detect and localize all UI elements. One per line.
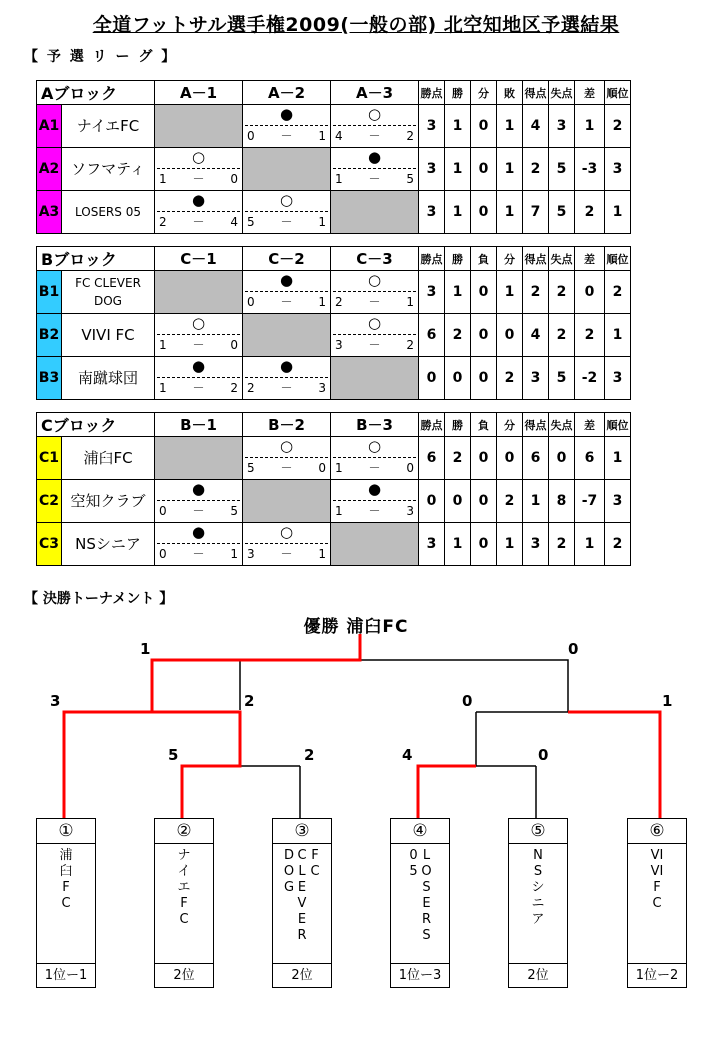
stat-header: 勝点 [419,247,445,271]
stat-value: 0 [471,523,497,566]
stat-value: 2 [549,523,575,566]
stat-header: 分 [497,413,523,437]
score-sep: － [368,295,381,309]
score-right: 1 [406,295,414,309]
stat-value: -3 [575,148,605,191]
block-name: Bブロック [37,247,155,271]
team-name: 南蹴球団 [62,357,155,400]
stat-header: 差 [575,413,605,437]
stat-value: 0 [471,314,497,357]
stat-value: -7 [575,480,605,523]
score-left: 0 [247,295,255,309]
score-sep: － [192,172,205,186]
tournament-entry [272,818,332,988]
stat-value: 3 [419,105,445,148]
page-title: 全道フットサル選手権2009(一般の部) 北空知地区予選結果 [92,14,620,36]
block-name: Aブロック [37,81,155,105]
block-name: Cブロック [37,413,155,437]
score-left: 1 [159,172,167,186]
result-mark-icon: ● [191,191,206,209]
stat-value: 1 [575,105,605,148]
stat-value: 0 [471,480,497,523]
stat-value: 0 [471,271,497,314]
stat-value: -2 [575,357,605,400]
stat-header: 順位 [605,413,631,437]
stat-value: 1 [605,191,631,234]
stat-value: 0 [445,480,471,523]
stat-value: 4 [523,314,549,357]
score-left: 1 [159,381,167,395]
score-sep: － [368,338,381,352]
entry-name: VIVI FC [650,848,664,911]
stat-header: 負 [471,247,497,271]
stat-value: 1 [605,314,631,357]
stat-value: 0 [445,357,471,400]
stat-header: 勝 [445,413,471,437]
tournament-entry [627,818,687,988]
result-mark-icon: ○ [367,105,382,123]
score-left: 1 [335,172,343,186]
bracket-line-winner-path [64,634,360,818]
stat-value: 5 [549,191,575,234]
stat-header: 分 [471,81,497,105]
entry-seed: ⑥ [628,819,686,844]
stat-value: 1 [523,480,549,523]
stat-value: 6 [419,437,445,480]
bracket-line-q-right-win [418,766,476,818]
score-sep: － [368,504,381,518]
stat-header: 勝点 [419,81,445,105]
stat-header: 差 [575,247,605,271]
score-sep: － [280,547,293,561]
score-left: 4 [335,129,343,143]
opponent-header: A－1 [155,81,243,105]
stat-value: 5 [549,357,575,400]
entry-name: 浦臼FC [59,848,73,911]
score-q-left-b: 2 [304,746,315,764]
stat-value: 6 [575,437,605,480]
score-sep: － [280,215,293,229]
score-q-right-a: 4 [402,746,413,764]
team-code: A3 [37,191,62,234]
score-left: 1 [335,461,343,475]
team-name: ナイエFC [62,105,155,148]
entry-name: ナイエFC [177,848,191,927]
opponent-header: C－2 [243,247,331,271]
score-semi-right-b: 1 [662,692,673,710]
score-right: 1 [318,215,326,229]
score-right: 3 [406,504,414,518]
stat-value: 2 [549,271,575,314]
stat-value: 0 [471,191,497,234]
stat-value: 3 [605,148,631,191]
stat-value: 5 [549,148,575,191]
score-sep: － [192,504,205,518]
stat-value: 2 [445,437,471,480]
stat-header: 失点 [549,413,575,437]
stat-header: 順位 [605,81,631,105]
score-left: 1 [335,504,343,518]
team-code: B1 [37,271,62,314]
score-q-right-b: 0 [538,746,549,764]
stat-value: 1 [575,523,605,566]
score-q-left-a: 5 [168,746,179,764]
entry-seed: ⑤ [509,819,567,844]
score-sep: － [280,295,293,309]
tournament-heading: 【 決勝トーナメント 】 [24,591,174,607]
entry-rank: 1位ー2 [628,963,686,988]
opponent-header: A－2 [243,81,331,105]
stat-value: 2 [497,357,523,400]
result-mark-icon: ○ [367,271,382,289]
bracket-line-semi-right-win [568,712,660,818]
stat-value: 3 [523,357,549,400]
score-left: 0 [247,129,255,143]
result-mark-icon: ○ [279,437,294,455]
score-left: 5 [247,461,255,475]
stat-value: 2 [575,314,605,357]
stat-header: 勝 [445,81,471,105]
score-right: 0 [406,461,414,475]
stat-value: 2 [445,314,471,357]
entry-name: LOSERS [421,848,432,943]
score-right: 2 [406,129,414,143]
score-sep: － [192,215,205,229]
result-mark-icon: ○ [279,191,294,209]
score-left: 5 [247,215,255,229]
stat-value: 3 [419,523,445,566]
stat-value: 2 [497,480,523,523]
team-name: 浦臼FC [62,437,155,480]
score-sep: － [368,129,381,143]
stat-value: 1 [445,105,471,148]
stat-value: 1 [497,105,523,148]
stat-value: 6 [523,437,549,480]
stat-value: 3 [523,523,549,566]
score-semi-left-a: 3 [50,692,61,710]
entry-rank: 1位ー3 [391,963,449,988]
score-left: 2 [159,215,167,229]
score-right: 0 [230,338,238,352]
stat-value: 6 [419,314,445,357]
stat-value: 0 [497,437,523,480]
stat-value: 0 [471,148,497,191]
stat-value: 0 [471,437,497,480]
tournament-entry [154,818,214,988]
score-semi-left-b: 2 [244,692,255,710]
stat-value: 0 [419,357,445,400]
stat-value: 1 [497,148,523,191]
result-mark-icon: ● [279,105,294,123]
stat-value: 2 [605,523,631,566]
score-left: 2 [247,381,255,395]
result-mark-icon: ● [279,357,294,375]
score-right: 4 [230,215,238,229]
stat-value: 3 [549,105,575,148]
score-left: 3 [247,547,255,561]
stat-value: 1 [497,523,523,566]
score-sep: － [368,172,381,186]
team-code: A1 [37,105,62,148]
stat-value: 0 [549,437,575,480]
stat-value: 1 [445,148,471,191]
score-right: 5 [406,172,414,186]
score-right: 1 [318,547,326,561]
tournament-entry [390,818,450,988]
entry-rank: 2位 [509,963,567,988]
bracket-line-semi-left-right [152,712,240,818]
score-left: 2 [335,295,343,309]
stat-value: 0 [419,480,445,523]
winner-label: 優勝 浦臼FC [303,617,409,637]
score-right: 1 [230,547,238,561]
score-right: 0 [230,172,238,186]
team-name: NSシニア [62,523,155,566]
stat-value: 3 [605,480,631,523]
score-right: 5 [230,504,238,518]
team-code: B3 [37,357,62,400]
stat-value: 0 [575,271,605,314]
result-mark-icon: ○ [367,437,382,455]
opponent-header: B－1 [155,413,243,437]
team-name: VIVI FC [62,314,155,357]
tournament-entry [36,818,96,988]
score-sep: － [280,461,293,475]
stat-header: 勝 [445,247,471,271]
entry-seed: ③ [273,819,331,844]
tournament-entry [508,818,568,988]
score-right: 1 [318,295,326,309]
score-sep: － [192,547,205,561]
result-mark-icon: ○ [191,148,206,166]
entry-name: FC [310,848,320,879]
stat-header: 得点 [523,81,549,105]
score-sep: － [192,338,205,352]
stat-value: 1 [497,191,523,234]
stat-value: 2 [549,314,575,357]
stat-header: 敗 [497,81,523,105]
result-mark-icon: ● [367,148,382,166]
score-right: 1 [318,129,326,143]
stat-value: 2 [523,148,549,191]
team-code: C3 [37,523,62,566]
result-mark-icon: ● [279,271,294,289]
stat-value: 0 [497,314,523,357]
stat-header: 勝点 [419,413,445,437]
entry-seed: ④ [391,819,449,844]
team-name: FC CLEVER DOG [62,271,155,314]
team-code: C2 [37,480,62,523]
entry-rank: 2位 [155,963,213,988]
stat-value: 2 [605,105,631,148]
result-mark-icon: ○ [191,314,206,332]
result-mark-icon: ● [191,357,206,375]
score-left: 3 [335,338,343,352]
entry-name: 05 [409,848,418,879]
entry-name: NSシニア [531,848,545,927]
stat-header: 得点 [523,247,549,271]
result-mark-icon: ● [191,480,206,498]
team-code: B2 [37,314,62,357]
stat-value: 3 [419,191,445,234]
opponent-header: B－3 [331,413,419,437]
stat-value: 3 [419,271,445,314]
stat-header: 負 [471,413,497,437]
stat-value: 1 [445,191,471,234]
score-sep: － [192,381,205,395]
team-name: LOSERS 05 [62,191,155,234]
stat-value: 7 [523,191,549,234]
stat-value: 2 [523,271,549,314]
stat-value: 8 [549,480,575,523]
stat-header: 分 [497,247,523,271]
result-mark-icon: ○ [279,523,294,541]
opponent-header: A－3 [331,81,419,105]
stat-header: 得点 [523,413,549,437]
stat-value: 4 [523,105,549,148]
score-left: 0 [159,547,167,561]
stat-value: 3 [605,357,631,400]
opponent-header: C－1 [155,247,243,271]
entry-name: CLEVER [297,848,307,943]
score-sep: － [280,129,293,143]
score-left: 1 [159,338,167,352]
stat-value: 2 [605,271,631,314]
score-right: 2 [406,338,414,352]
team-name: 空知クラブ [62,480,155,523]
result-mark-icon: ● [191,523,206,541]
stat-header: 差 [575,81,605,105]
team-code: C1 [37,437,62,480]
score-sep: － [368,461,381,475]
score-final-left: 1 [140,640,151,658]
result-mark-icon: ○ [367,314,382,332]
stat-value: 2 [575,191,605,234]
score-left: 0 [159,504,167,518]
stat-header: 順位 [605,247,631,271]
stat-value: 0 [471,105,497,148]
entry-rank: 2位 [273,963,331,988]
stat-header: 失点 [549,81,575,105]
stat-value: 1 [445,523,471,566]
score-right: 3 [318,381,326,395]
stat-header: 失点 [549,247,575,271]
stat-value: 1 [445,271,471,314]
stat-value: 1 [497,271,523,314]
score-right: 0 [318,461,326,475]
stat-value: 1 [605,437,631,480]
opponent-header: B－2 [243,413,331,437]
team-name: ソフマティ [62,148,155,191]
result-mark-icon: ● [367,480,382,498]
entry-name: DOG [283,848,295,895]
stat-value: 3 [419,148,445,191]
score-sep: － [280,381,293,395]
entry-rank: 1位ー1 [37,963,95,988]
opponent-header: C－3 [331,247,419,271]
entry-seed: ① [37,819,95,844]
league-heading: 【 予 選 リ ー グ 】 [24,49,178,65]
team-code: A2 [37,148,62,191]
score-right: 2 [230,381,238,395]
entry-seed: ② [155,819,213,844]
stat-value: 0 [471,357,497,400]
score-final-right: 0 [568,640,579,658]
score-semi-right-a: 0 [462,692,473,710]
